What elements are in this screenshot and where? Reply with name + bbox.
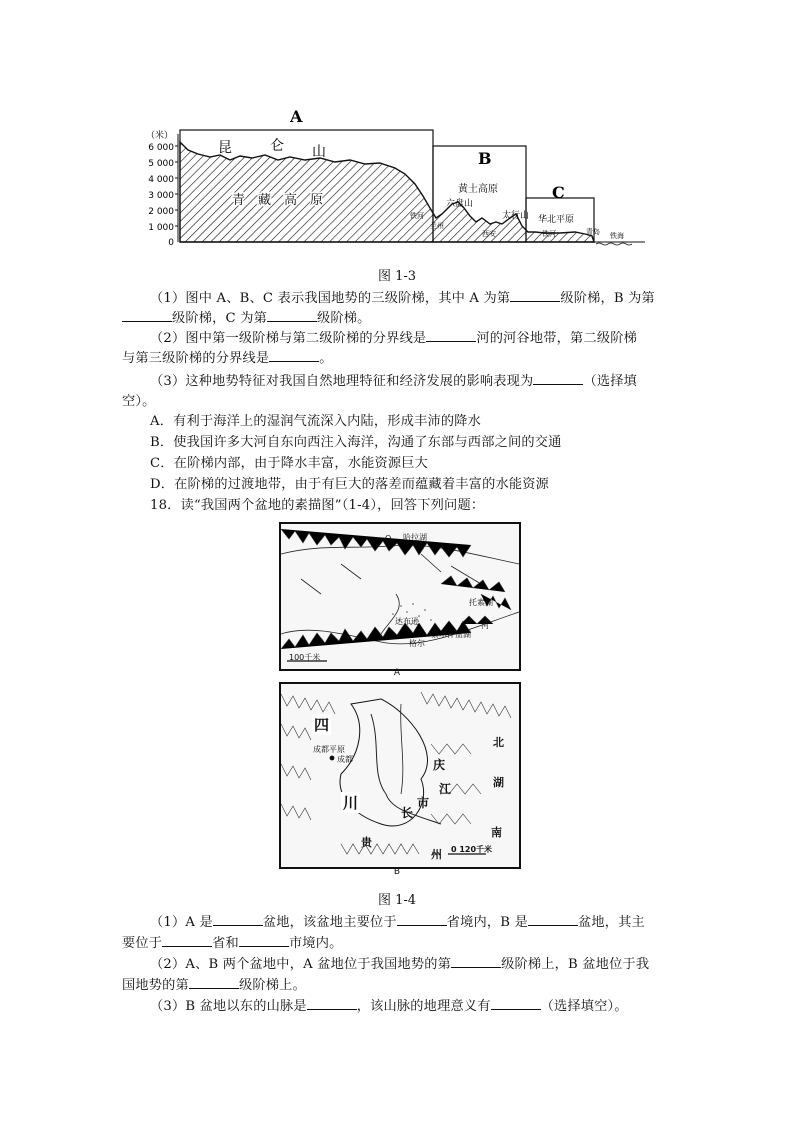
label-liupanshan: 六盘山 xyxy=(446,199,474,209)
answer-blank[interactable] xyxy=(528,914,578,926)
map-b-scale: 0 120千米 xyxy=(451,845,493,854)
y-tick: 3 000 xyxy=(148,191,174,201)
label-jiang: 江 xyxy=(439,782,452,796)
y-tick: 2 000 xyxy=(148,207,174,217)
label-kunlun-2: 仑 xyxy=(270,138,284,154)
y-tick: 0 xyxy=(168,238,174,248)
y-tick: 4 000 xyxy=(148,175,174,185)
answer-blank[interactable] xyxy=(269,350,319,362)
label-xian: 西安 xyxy=(482,230,496,238)
answer-blank[interactable] xyxy=(491,998,541,1010)
map-a-label: A xyxy=(393,668,401,678)
q17-line-2: 级阶梯，C 为第 级阶梯。 xyxy=(122,307,371,326)
figure-caption-1-4: 图 1-4 xyxy=(377,893,417,908)
q17-line-4: 与第三级阶梯的分界线是 。 xyxy=(122,351,333,366)
q18-line-3: （2）A、B 两个盆地中，A 盆地位于我国地势的第 级阶梯上，B 盆地位于我 xyxy=(150,957,650,972)
answer-blank[interactable] xyxy=(162,935,212,947)
label-chaerhan: 察尔汗盐湖 xyxy=(431,630,471,639)
label-tiehe-1: 铁河 xyxy=(410,212,424,220)
step-label-c: C xyxy=(552,183,565,202)
terrain-profile-figure xyxy=(140,100,650,260)
answer-blank[interactable] xyxy=(426,330,476,342)
answer-blank[interactable] xyxy=(451,956,501,968)
label-bei: 北 xyxy=(493,736,504,749)
label-tiehe-2: 铁河 xyxy=(542,230,556,238)
q18-line-1: （1）A 是 盆地，该盆地主要位于 省境内，B 是 盆地，其主 xyxy=(150,915,645,930)
label-hu: 湖 xyxy=(493,776,504,789)
q17-line-1: （1）图中 A、B、C 表示我国地势的三级阶梯，其中 A 为第 级阶梯，B 为第 xyxy=(150,291,655,306)
label-qing: 庆 xyxy=(433,758,446,772)
y-tick: 6 000 xyxy=(148,143,174,153)
label-tuosu-lake: 托素湖 xyxy=(469,598,493,607)
answer-blank[interactable] xyxy=(397,914,447,926)
label-si: 四 xyxy=(314,716,330,734)
q18-line-5: （3）B 盆地以东的山脉是 ，该山脉的地理意义有 （选择填空）。 xyxy=(150,999,628,1014)
label-chang: 长 xyxy=(401,806,414,820)
answer-blank[interactable] xyxy=(239,935,289,947)
label-huabei: 华北平原 xyxy=(538,215,575,225)
label-chengdu-plain: 成都平原 xyxy=(313,745,345,754)
answer-blank[interactable] xyxy=(122,310,172,322)
label-huangtu: 黄土高原 xyxy=(458,184,498,195)
q17-line-6: 空）。 xyxy=(122,394,156,409)
map-b-label: B xyxy=(393,867,401,877)
label-gui: 贵 xyxy=(361,836,372,849)
label-hala-lake: 哈拉湖 xyxy=(403,533,427,542)
q18-line-4: 国地势的第 级阶梯上。 xyxy=(122,978,306,993)
q17-option-d: D．在阶梯的过渡地带，由于有巨大的落差而蕴藏着丰富的水能资源 xyxy=(150,477,550,492)
y-tick: 1 000 xyxy=(148,223,174,233)
answer-blank[interactable] xyxy=(533,373,583,385)
figure-caption-1-3: 图 1-3 xyxy=(377,269,417,284)
q18-line-2: 要位于 省和 市境内。 xyxy=(122,936,343,951)
answer-blank[interactable] xyxy=(189,977,239,989)
terrain-profile xyxy=(180,142,594,242)
label-river: 河 xyxy=(481,621,489,630)
answer-blank[interactable] xyxy=(307,998,357,1010)
answer-blank[interactable] xyxy=(267,310,317,322)
basin-map-b xyxy=(279,682,521,869)
label-taihangshan: 太行山 xyxy=(502,211,530,221)
label-city-marker: O xyxy=(385,534,392,543)
q17-option-c: C．在阶梯内部，由于降水丰富，水能资源巨大 xyxy=(150,456,429,471)
label-kunlun-3: 山 xyxy=(312,144,326,160)
label-kunlun-1: 昆 xyxy=(218,140,232,156)
label-qingdao: 青岛 xyxy=(586,228,600,236)
label-chengdu: 成都 xyxy=(337,755,353,764)
basin-map-a xyxy=(279,522,521,671)
y-tick: 5 000 xyxy=(148,159,174,169)
answer-blank[interactable] xyxy=(510,290,560,302)
step-label-a: A xyxy=(290,107,303,126)
q17-option-a: A．有利于海洋上的湿润气流深入内陆，形成丰沛的降水 xyxy=(150,414,482,429)
label-nan: 南 xyxy=(491,826,502,839)
label-chuan: 川 xyxy=(343,794,359,812)
label-shi: 市 xyxy=(417,796,430,810)
label-dabuxun: 达布逊 xyxy=(395,617,419,626)
map-a-scale: 100千米 xyxy=(289,653,321,662)
q18-intro: 18．读“我国两个盆地的素描图”（1-4），回答下列问题： xyxy=(150,498,485,513)
q17-line-3: （2）图中第一级阶梯与第二级阶梯的分界线是 河的河谷地带，第二级阶梯 xyxy=(150,331,637,346)
basin-map-b-drawing xyxy=(281,684,519,867)
answer-blank[interactable] xyxy=(213,914,263,926)
step-label-b: B xyxy=(478,149,492,168)
label-zhou: 州 xyxy=(431,848,442,861)
label-tiehai: 铁海 xyxy=(610,232,624,240)
y-axis-unit: （米） xyxy=(146,131,174,141)
label-qingzang: 青 藏 高 原 xyxy=(232,193,324,208)
label-geer: 格尔 xyxy=(409,639,425,648)
q17-option-b: B．使我国许多大河自东向西注入海洋，沟通了东部与西部之间的交通 xyxy=(150,435,562,450)
label-lanzhou: 兰州 xyxy=(430,222,444,230)
q17-line-5: （3）这种地势特征对我国自然地理特征和经济发展的影响表现为 （选择填 xyxy=(150,374,638,389)
